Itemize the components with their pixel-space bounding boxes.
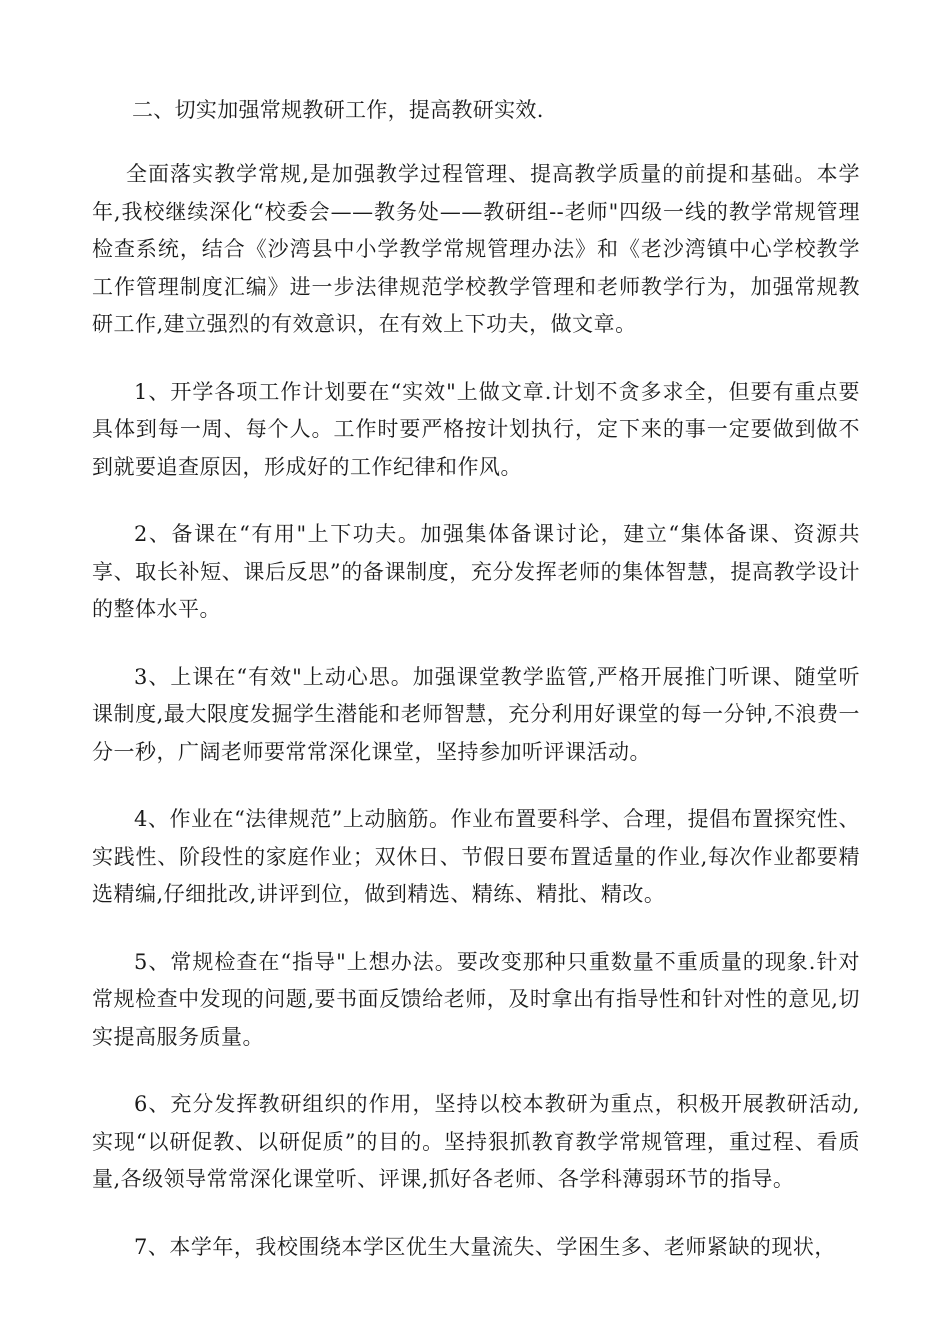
- section-heading: 二、切实加强常规教研工作，提高教研实效.: [132, 98, 544, 122]
- paragraph-item-5: 5、常规检查在“指导"上想办法。要改变那种只重数量不重质量的现象.针对常规检查中发现的问题,要书面反馈给老师，及时拿出有指导性和针对性的意见,切实提高服务质量。: [92, 949, 860, 1049]
- paragraph-item-1: 1、开学各项工作计划要在“实效"上做文章.计划不贪多求全，但要有重点要具体到每一周、每个人。工作时要严格按计划执行，定下来的事一定要做到做不到就要追查原因，形成好的工作纪律和作风。: [92, 379, 860, 479]
- paragraph-intro: 全面落实教学常规,是加强教学过程管理、提高教学质量的前提和基础。本学年,我校继续深化“校委会——教务处——教研组--老师"四级一线的教学常规管理检查系统，结合《沙湾县中小学教学常规管理办法》和《老沙湾镇中心学校教学工作管理制度汇编》进一步法律规范学校教学管理和老师教学行为，加强常规教研工作,建立强烈的有效意识，在有效上下功夫，做文章。: [92, 162, 860, 336]
- paragraph-item-7: 7、本学年，我校围绕本学区优生大量流失、学困生多、老师紧缺的现状，: [134, 1234, 836, 1259]
- paragraph-item-6: 6、充分发挥教研组织的作用，坚持以校本教研为重点，积极开展教研活动,实现“以研促教、以研促质”的目的。坚持狠抓教育教学常规管理，重过程、看质量,各级领导常常深化课堂听、评课,抓好各老师、各学科薄弱环节的指导。: [92, 1092, 860, 1191]
- paragraph-item-2: 2、备课在“有用"上下功夫。加强集体备课讨论，建立“集体备课、资源共享、取长补短、课后反思”的备课制度，充分发挥老师的集体智慧，提高教学设计的整体水平。: [92, 522, 860, 621]
- document-page: [92, 92, 860, 1266]
- paragraph-item-3: 3、上课在“有效"上动心思。加强课堂教学监管,严格开展推门听课、随堂听课制度,最大限度发掘学生潜能和老师智慧，充分利用好课堂的每一分钟,不浪费一分一秒，广阔老师要常常深化课堂，坚持参加听评课活动。: [92, 664, 860, 764]
- paragraph-item-4: 4、作业在“法律规范”上动脑筋。作业布置要科学、合理，提倡布置探究性、实践性、阶段性的家庭作业；双休日、节假日要布置适量的作业,每次作业都要精选精编,仔细批改,讲评到位，做到精选、精练、精批、精改。: [92, 807, 860, 906]
